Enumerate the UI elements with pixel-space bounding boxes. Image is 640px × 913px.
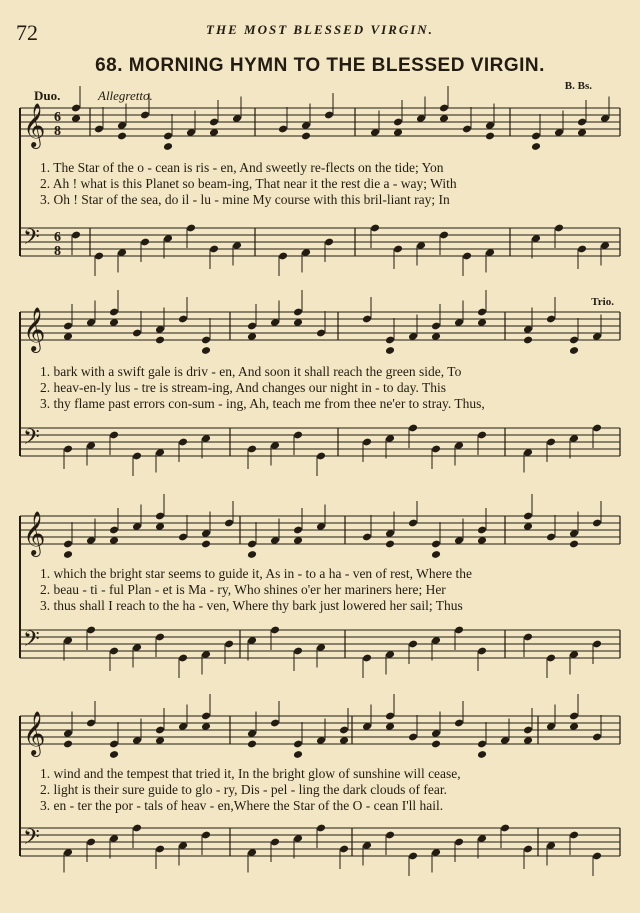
system-2-verses bbox=[40, 364, 620, 412]
bass-clef-icon: 𝄢 bbox=[23, 627, 40, 657]
treble-clef-icon: 𝄞 bbox=[23, 511, 46, 555]
verse-line: 3. Oh ! Star of the sea, do il - lu - mine My course with this bril-liant ray; In bbox=[40, 192, 450, 207]
verse-line: 3. en - ter the por - tals of heav - en,Where the Star of the O - cean I'll hail. bbox=[40, 798, 444, 813]
bass-clef-icon: 𝄢 bbox=[23, 825, 40, 855]
tempo-marking: Allegretto. bbox=[98, 88, 153, 103]
verse-line: 1. wind and the tempest that tried it, In the bright glow of sunshine will cease, bbox=[40, 766, 461, 781]
page-number: 72 bbox=[16, 20, 38, 45]
verse-line: 2. heav-en-ly lus - tre is stream-ing, And changes our night in - to day. This bbox=[40, 380, 447, 395]
verse-line: 2. light is their sure guide to glo - ry, Dis - pel - ling the dark clouds of fear. bbox=[40, 782, 448, 797]
verse-line: 1. The Star of the o - cean is ris - en, And sweetly re-flects on the tide; Yon bbox=[40, 160, 444, 175]
verse-line: 1. bark with a swift gale is driv - en, And soon it shall reach the green side, To bbox=[40, 364, 462, 379]
notehead bbox=[155, 336, 165, 345]
time-signature-top: 6 bbox=[54, 230, 61, 245]
treble-clef-icon: 𝄞 bbox=[23, 103, 46, 147]
notehead bbox=[569, 540, 579, 549]
time-signature-bottom: 8 bbox=[54, 244, 61, 259]
treble-clef-icon: 𝄞 bbox=[23, 307, 46, 351]
notehead bbox=[163, 142, 173, 151]
system-1-verses bbox=[40, 160, 620, 208]
verse-line: 3. thus shall I reach to the ha - ven, Where thy bark just lowered her sail; Thus bbox=[40, 598, 463, 613]
notehead bbox=[63, 550, 73, 559]
composer-attribution: B. Bs. bbox=[564, 80, 592, 92]
notehead bbox=[385, 346, 395, 355]
system-3-verses bbox=[40, 566, 620, 614]
notehead bbox=[201, 540, 211, 549]
notehead bbox=[117, 132, 127, 141]
notehead bbox=[63, 740, 73, 749]
notehead bbox=[247, 740, 257, 749]
part-label-trio: Trio. bbox=[591, 296, 614, 308]
hymn-title: 68. MORNING HYMN TO THE BLESSED VIRGIN. bbox=[95, 55, 545, 76]
verse-line: 3. thy flame past errors con-sum - ing, Ah, teach me from thee ne'er to stray. Thus, bbox=[40, 396, 485, 411]
notehead bbox=[431, 550, 441, 559]
notehead bbox=[293, 750, 303, 759]
bass-clef-icon: 𝄢 bbox=[23, 225, 40, 255]
notehead bbox=[477, 750, 487, 759]
notehead bbox=[301, 132, 311, 141]
running-title: THE MOST BLESSED VIRGIN. bbox=[206, 22, 434, 37]
notehead bbox=[431, 740, 441, 749]
notehead bbox=[385, 540, 395, 549]
time-signature-top: 6 bbox=[54, 110, 61, 125]
verse-line: 1. which the bright star seems to guide it, As in - to a ha - ven of rest, Where the bbox=[40, 566, 473, 581]
verse-line: 2. beau - ti - ful Plan - et is Ma - ry, Who shines o'er her mariners here; Her bbox=[40, 582, 446, 597]
notehead bbox=[569, 346, 579, 355]
notehead bbox=[201, 346, 211, 355]
bass-clef-icon: 𝄢 bbox=[23, 425, 40, 455]
notehead bbox=[485, 132, 495, 141]
time-signature-bottom: 8 bbox=[54, 124, 61, 139]
treble-clef-icon: 𝄞 bbox=[23, 711, 46, 755]
notehead bbox=[109, 750, 119, 759]
part-label-duo: Duo. bbox=[34, 88, 61, 103]
verse-line: 2. Ah ! what is this Planet so beam-ing, That near it the rest die a - way; With bbox=[40, 176, 457, 191]
notehead bbox=[247, 550, 257, 559]
system-4-verses bbox=[40, 766, 620, 814]
notehead bbox=[523, 336, 533, 345]
notehead bbox=[531, 142, 541, 151]
